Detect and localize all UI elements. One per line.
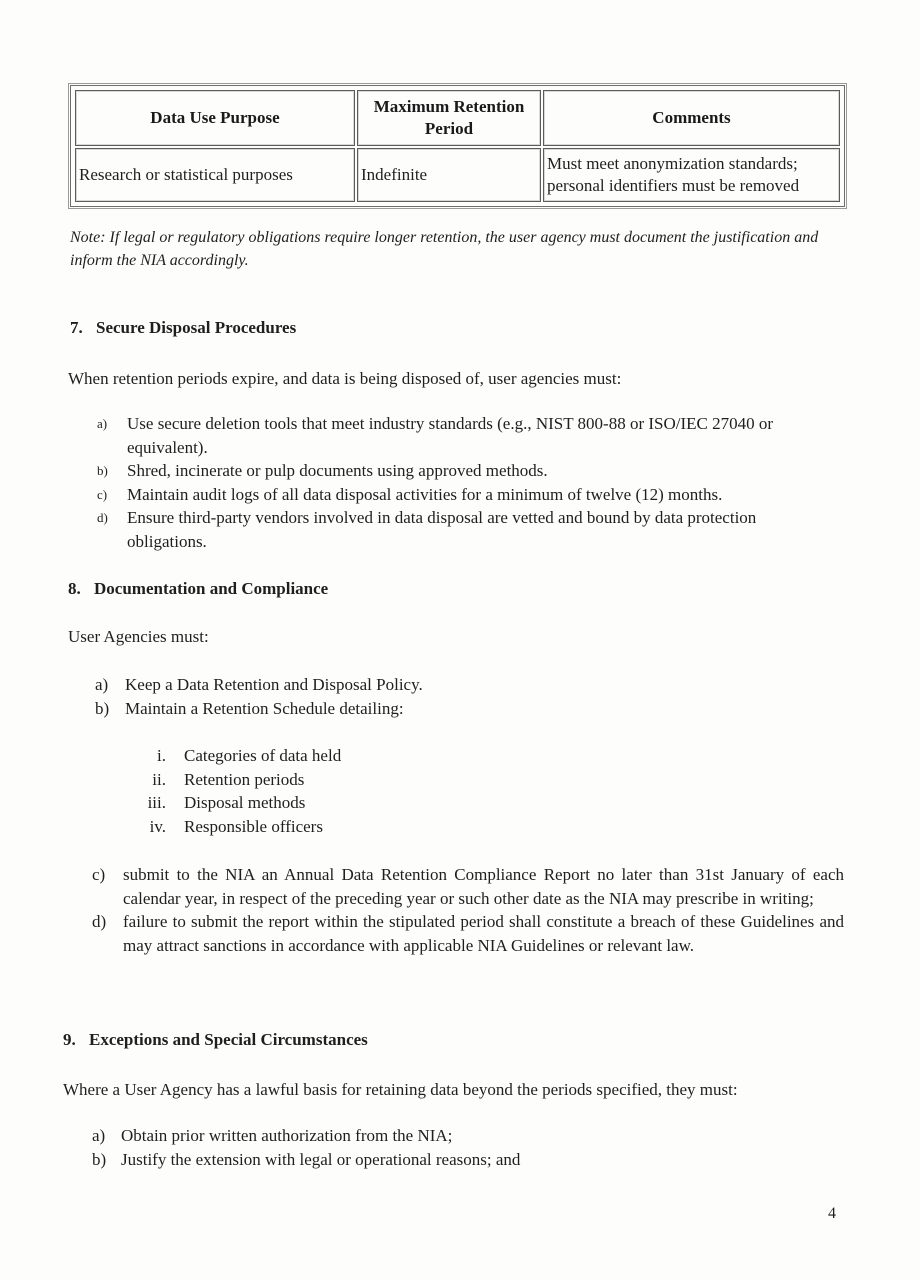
list-marker: d) [97,510,108,525]
section-number: 8. [68,579,81,598]
list-text: Categories of data held [184,746,342,765]
retention-table [70,85,845,207]
list-item [92,1124,692,1148]
list-item [95,697,595,721]
list-item [97,459,817,483]
list-item [132,815,532,839]
header-comments: Comments [543,90,840,146]
list-text: Justify the extension with legal or operational reasons; and [121,1149,521,1169]
section-7-heading [70,318,296,338]
list-item [97,483,817,507]
section-8-heading [68,579,328,599]
section-title: Documentation and Compliance [94,579,329,598]
list-text: Maintain a Retention Schedule detailing: [125,698,404,718]
list-text: Use secure deletion tools that meet industry standards (e.g., NIST 800-88 or ISO/IEC 27040 or equivalent). [127,414,774,457]
table-row [75,148,840,202]
list-marker: iii. [147,793,166,812]
section-9-intro: Where a User Agency has a lawful basis for retaining data beyond the periods specified, they must: [63,1080,738,1099]
cell-period: Indefinite [357,148,541,202]
list-item [92,910,844,957]
list-text: Shred, incinerate or pulp documents using approved methods. [127,461,548,480]
retention-schedule-list [132,744,532,838]
list-item [132,768,532,792]
list-marker: a) [95,675,109,694]
list-item [97,412,817,459]
table-header-row [75,90,840,146]
list-item [132,744,532,768]
section-7-list [97,412,817,553]
list-item [95,673,595,697]
section-title: Exceptions and Special Circumstances [89,1030,368,1049]
list-marker: d) [92,912,107,931]
list-text: Keep a Data Retention and Disposal Policy. [125,675,423,694]
page-number: 4 [828,1205,836,1222]
section-8-list-ab [95,673,595,720]
list-marker: i. [157,746,166,765]
list-text: Responsible officers [184,816,323,836]
list-marker: b) [92,1149,107,1169]
section-9-heading [63,1030,368,1050]
retention-note: Note: If legal or regulatory obligations require longer retention, the user agency must document the justification and inform the NIA accordingly. [70,229,819,269]
list-marker: b) [97,463,108,478]
list-marker: ii. [152,769,166,789]
section-7-intro: When retention periods expire, and data is being disposed of, user agencies must: [68,369,622,388]
cell-purpose: Research or statistical purposes [75,148,355,202]
section-number: 9. [63,1030,76,1049]
list-item [92,863,844,910]
list-item [97,506,817,553]
list-item [92,1148,692,1172]
list-text: failure to submit the report within the stipulated period shall constitute a breach of these Guidelines and may attract sanctions in accordance with applicable NIA Guidelines or relevant law. [123,912,844,955]
list-marker: iv. [149,816,166,836]
list-marker: c) [97,486,108,502]
list-text: Disposal methods [184,793,306,812]
cell-comments: Must meet anonymization standards; personal identifiers must be removed [543,148,840,202]
section-8-list-cd [92,863,844,957]
list-text: Ensure third-party vendors involved in data disposal are vetted and bound by data protection obligations. [127,508,757,551]
list-marker: a) [92,1126,106,1145]
list-text: submit to the NIA an Annual Data Retention Compliance Report no later than 31st January of each calendar year, in respect of the preceding year or such other date as the NIA may prescribe in writing; [123,865,844,908]
list-text: Retention periods [184,769,305,789]
header-data-use-purpose: Data Use Purpose [75,90,355,146]
list-marker: c) [92,865,106,884]
list-text: Obtain prior written authorization from the NIA; [121,1126,453,1145]
section-title: Secure Disposal Procedures [96,318,297,337]
list-marker: a) [97,416,108,431]
section-8-intro: User Agencies must: [68,627,209,646]
list-text: Maintain audit logs of all data disposal activities for a minimum of twelve (12) months. [127,484,723,504]
header-maximum-retention-period: Maximum Retention Period [357,90,541,146]
section-number: 7. [70,318,83,337]
list-marker: b) [95,698,110,718]
section-9-list [92,1124,692,1171]
list-item [132,791,532,815]
